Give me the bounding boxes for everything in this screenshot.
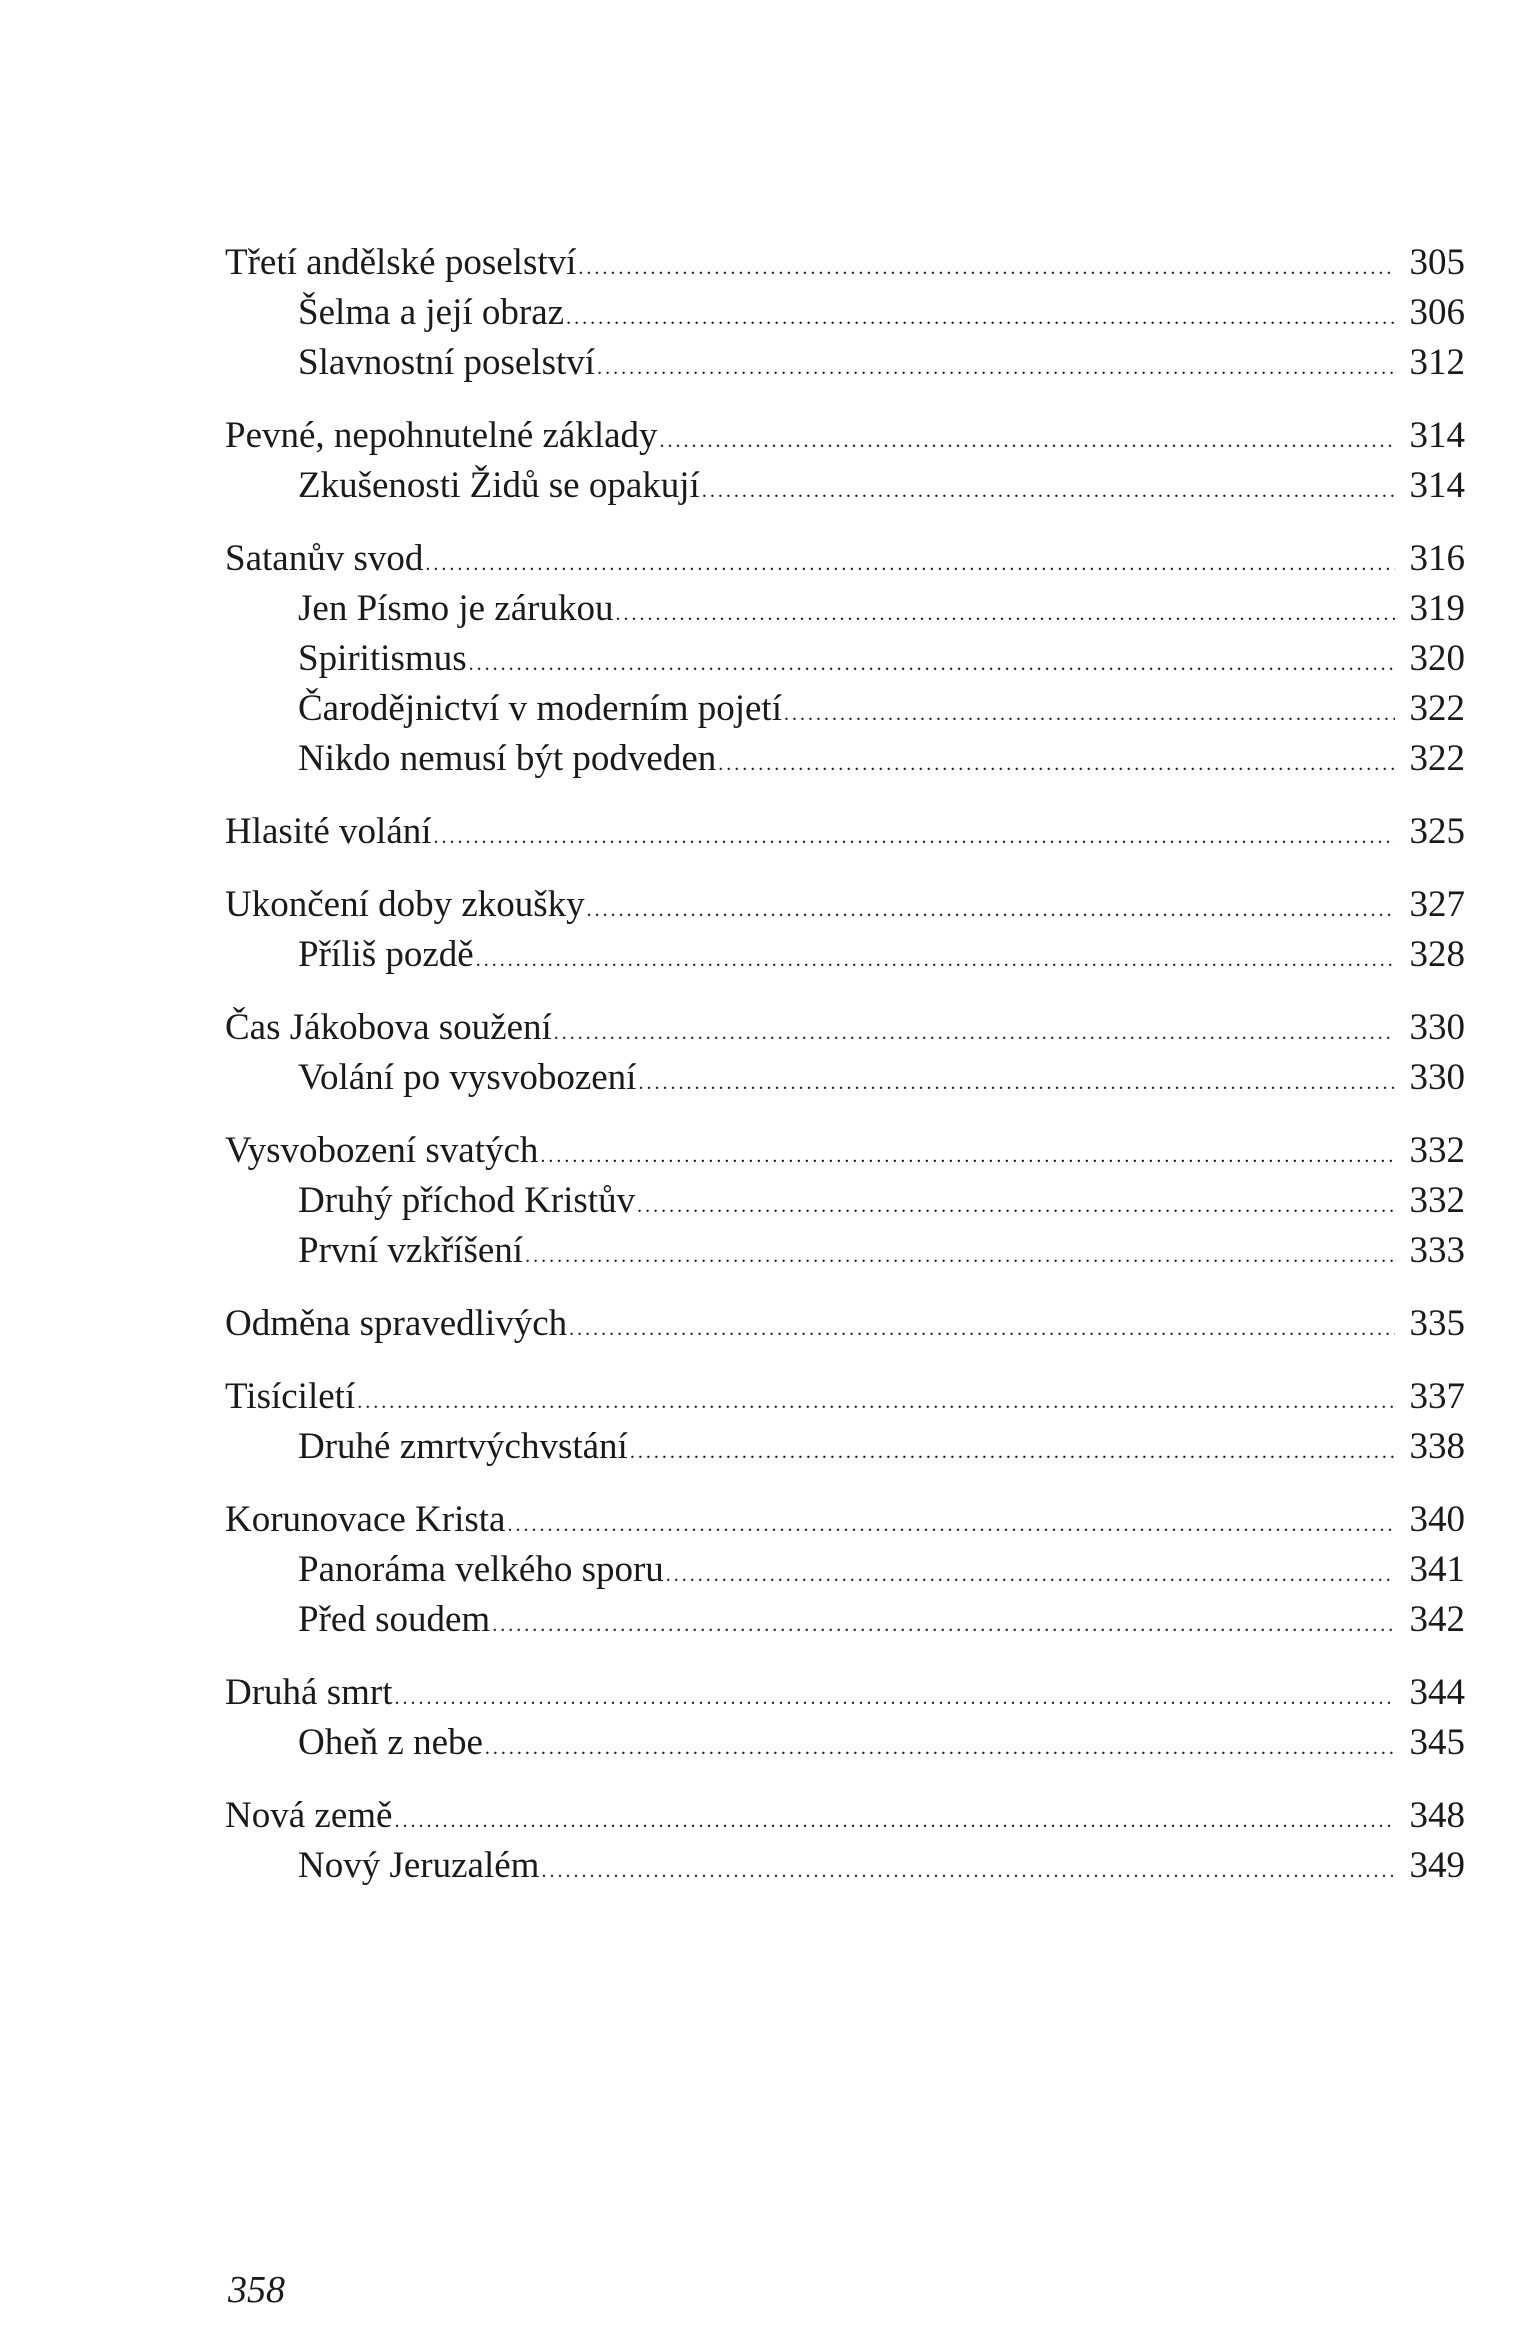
toc-entry-page: 322 — [1409, 738, 1465, 779]
toc-entry-title: Zkušenosti Židů se opakují — [298, 465, 700, 506]
dot-leader — [525, 1226, 1395, 1281]
toc-entry-page: 341 — [1409, 1549, 1465, 1590]
toc-entry-title: Panoráma velkého sporu — [298, 1549, 664, 1590]
toc-group — [225, 1003, 1465, 1103]
toc-group — [225, 1495, 1465, 1645]
toc-group — [225, 1791, 1465, 1891]
table-of-contents — [225, 238, 1465, 1914]
toc-entry-page: 335 — [1409, 1303, 1465, 1344]
toc-subentry — [225, 1718, 1465, 1768]
toc-subentry — [225, 734, 1465, 784]
dot-leader — [507, 1495, 1395, 1550]
toc-entry-page: 333 — [1409, 1230, 1465, 1271]
dot-leader — [784, 684, 1395, 739]
toc-group — [225, 1299, 1465, 1349]
toc-entry-title: Odměna spravedlivých — [225, 1303, 568, 1344]
toc-entry-title: Šelma a její obraz — [298, 292, 565, 333]
dot-leader — [492, 1595, 1395, 1650]
toc-entry-title: Pevné, nepohnutelné základy — [225, 415, 658, 456]
toc-entry-title: Satanův svod — [225, 538, 424, 579]
toc-entry — [225, 1791, 1465, 1841]
toc-group — [225, 880, 1465, 980]
dot-leader — [637, 1176, 1395, 1231]
toc-entry-page: 328 — [1409, 934, 1465, 975]
toc-entry-title: Slavnostní poselství — [298, 342, 596, 383]
toc-entry-title: Volání po vysvobození — [298, 1057, 637, 1098]
toc-entry-page: 345 — [1409, 1722, 1465, 1763]
toc-entry-page: 332 — [1409, 1180, 1465, 1221]
dot-leader — [638, 1053, 1395, 1108]
toc-group — [225, 807, 1465, 857]
toc-entry-page: 327 — [1409, 884, 1465, 925]
dot-leader — [578, 238, 1395, 293]
page-number: 358 — [228, 2269, 285, 2311]
dot-leader — [660, 411, 1395, 466]
toc-group — [225, 411, 1465, 511]
dot-leader — [630, 1422, 1395, 1477]
toc-entry-page: 330 — [1409, 1057, 1465, 1098]
toc-entry-title: Ukončení doby zkoušky — [225, 884, 585, 925]
toc-entry-title: Oheň z nebe — [298, 1722, 483, 1763]
toc-entry-title: Spiritismus — [298, 638, 467, 679]
toc-entry-title: První vzkříšení — [298, 1230, 524, 1271]
toc-entry-page: 338 — [1409, 1426, 1465, 1467]
dot-leader — [434, 807, 1395, 862]
dot-leader — [554, 1003, 1395, 1058]
toc-entry-title: Druhá smrt — [225, 1672, 393, 1713]
toc-entry-page: 314 — [1409, 415, 1465, 456]
toc-entry-title: Tisíciletí — [225, 1376, 356, 1417]
toc-entry-title: Nový Jeruzalém — [298, 1845, 540, 1886]
dot-leader — [395, 1668, 1396, 1723]
toc-entry-title: Druhý příchod Kristův — [298, 1180, 636, 1221]
toc-entry — [225, 1668, 1465, 1718]
toc-entry-page: 319 — [1409, 588, 1465, 629]
toc-group — [225, 534, 1465, 784]
toc-entry-page: 344 — [1409, 1672, 1465, 1713]
dot-leader — [357, 1372, 1395, 1427]
toc-entry-title: Čarodějnictví v moderním pojetí — [298, 688, 782, 729]
dot-leader — [666, 1545, 1395, 1600]
toc-subentry — [225, 288, 1465, 338]
toc-entry — [225, 238, 1465, 288]
toc-entry-title: Třetí andělské poselství — [225, 242, 577, 283]
toc-entry — [225, 880, 1465, 930]
dot-leader — [476, 930, 1395, 985]
toc-entry-title: Nikdo nemusí být podveden — [298, 738, 717, 779]
toc-entry-page: 322 — [1409, 688, 1465, 729]
toc-entry — [225, 807, 1465, 857]
toc-entry — [225, 411, 1465, 461]
dot-leader — [569, 1299, 1395, 1354]
toc-subentry — [225, 684, 1465, 734]
toc-entry-page: 306 — [1409, 292, 1465, 333]
toc-subentry — [225, 1226, 1465, 1276]
toc-entry-page: 330 — [1409, 1007, 1465, 1048]
toc-subentry — [225, 1545, 1465, 1595]
toc-subentry — [225, 584, 1465, 634]
toc-entry-page: 316 — [1409, 538, 1465, 579]
toc-entry-title: Příliš pozdě — [298, 934, 474, 975]
toc-subentry — [225, 1595, 1465, 1645]
toc-entry — [225, 1299, 1465, 1349]
dot-leader — [541, 1841, 1395, 1896]
toc-group — [225, 238, 1465, 388]
toc-entry-title: Čas Jákobova soužení — [225, 1007, 552, 1048]
toc-subentry — [225, 1841, 1465, 1891]
toc-entry — [225, 1495, 1465, 1545]
toc-entry — [225, 1126, 1465, 1176]
toc-entry — [225, 534, 1465, 584]
toc-entry-page: 348 — [1409, 1795, 1465, 1836]
toc-group — [225, 1668, 1465, 1768]
toc-group — [225, 1372, 1465, 1472]
toc-entry-title: Před soudem — [298, 1599, 491, 1640]
toc-entry-page: 340 — [1409, 1499, 1465, 1540]
toc-entry-page: 305 — [1409, 242, 1465, 283]
dot-leader — [702, 461, 1395, 516]
toc-entry — [225, 1003, 1465, 1053]
toc-entry-page: 332 — [1409, 1130, 1465, 1171]
dot-leader — [566, 288, 1395, 343]
dot-leader — [485, 1718, 1395, 1773]
dot-leader — [540, 1126, 1395, 1181]
dot-leader — [425, 534, 1395, 589]
toc-entry-title: Nová země — [225, 1795, 393, 1836]
toc-subentry — [225, 930, 1465, 980]
toc-subentry — [225, 1422, 1465, 1472]
toc-entry-title: Jen Písmo je zárukou — [298, 588, 614, 629]
toc-entry-page: 314 — [1409, 465, 1465, 506]
toc-subentry — [225, 1176, 1465, 1226]
toc-subentry — [225, 338, 1465, 388]
toc-entry-page: 325 — [1409, 811, 1465, 852]
dot-leader — [587, 880, 1395, 935]
toc-subentry — [225, 634, 1465, 684]
toc-entry-page: 320 — [1409, 638, 1465, 679]
toc-entry-page: 312 — [1409, 342, 1465, 383]
toc-group — [225, 1126, 1465, 1276]
toc-subentry — [225, 1053, 1465, 1103]
toc-subentry — [225, 461, 1465, 511]
toc-entry-title: Druhé zmrtvýchvstání — [298, 1426, 628, 1467]
dot-leader — [394, 1791, 1395, 1846]
toc-entry — [225, 1372, 1465, 1422]
dot-leader — [597, 338, 1395, 393]
toc-entry-page: 342 — [1409, 1599, 1465, 1640]
toc-entry-title: Korunovace Krista — [225, 1499, 506, 1540]
dot-leader — [718, 734, 1395, 789]
toc-entry-page: 349 — [1409, 1845, 1465, 1886]
dot-leader — [469, 634, 1395, 689]
toc-entry-title: Hlasité volání — [225, 811, 432, 852]
toc-entry-title: Vysvobození svatých — [225, 1130, 539, 1171]
toc-entry-page: 337 — [1409, 1376, 1465, 1417]
dot-leader — [615, 584, 1395, 639]
